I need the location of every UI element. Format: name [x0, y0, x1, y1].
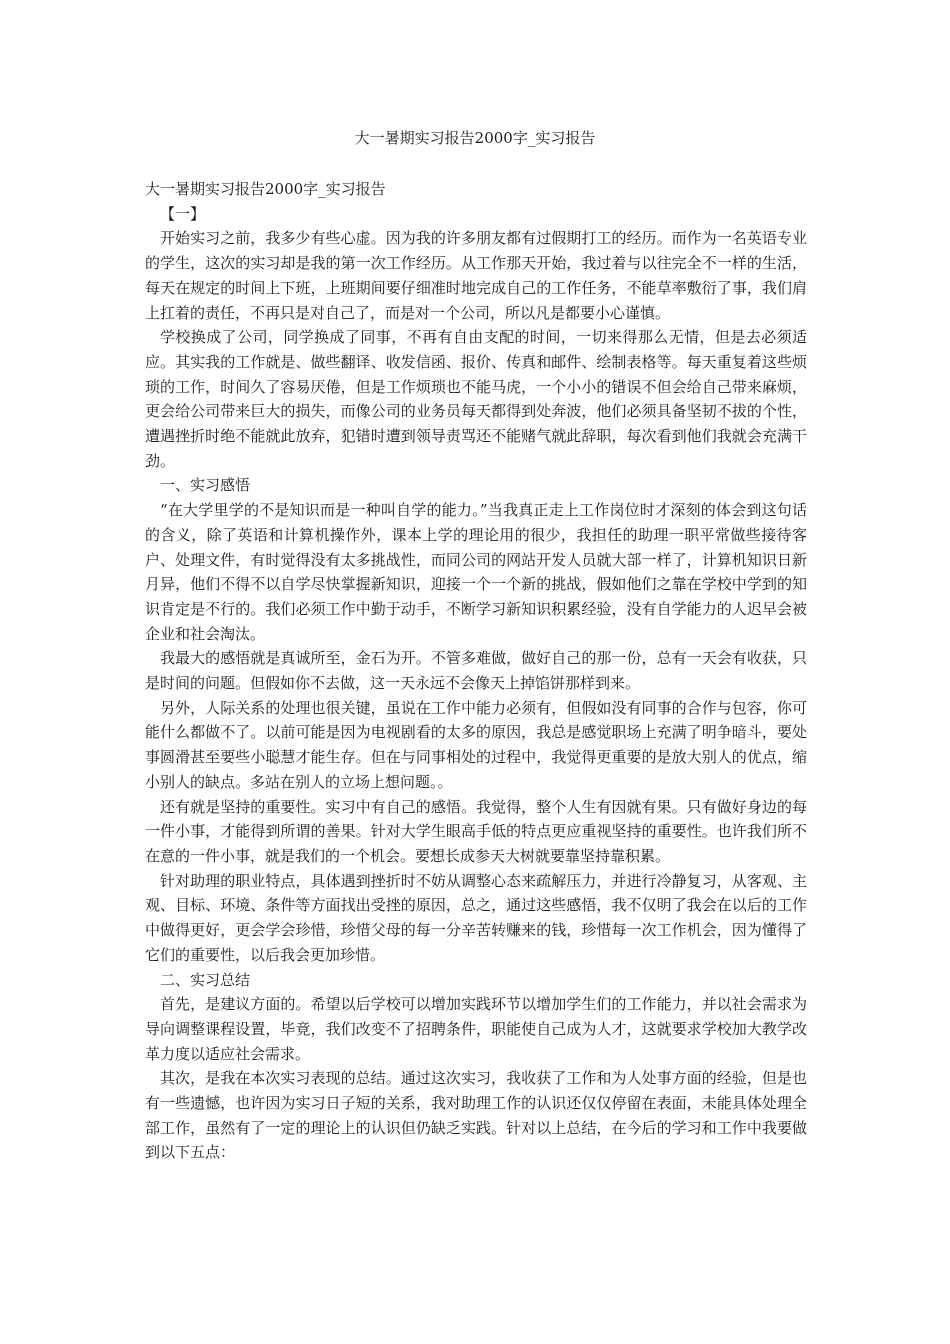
section-marker: 【一】 — [160, 204, 206, 223]
document-subtitle: 大一暑期实习报告2000字_实习报告 — [145, 180, 386, 198]
paragraph: 我最大的感悟就是真诚所至，金石为开。不管多难做，做好自己的那一份，总有一天会有收获，只是时间的问题。但假如你不去做，这一天永远不会像天上掉馅饼那样到来。 — [145, 649, 807, 693]
paragraph: 还有就是坚持的重要性。实习中有自己的感悟。我觉得，整个人生有因就有果。只有做好身边的每一件小事，才能得到所谓的善果。针对大学生眼高手低的特点更应重视坚持的重要性。也许我们所不在意的一件小事，就是我们的一个机会。要想长成参天大树就要靠坚持靠积累。 — [145, 797, 807, 865]
paragraph: “在大学里学的不是知识而是一种叫自学的能力。”当我真正走上工作岗位时才深刻的体会到这句话的含义，除了英语和计算机操作外，课本上学的理论用的很少，我担任的助理一职平常做些接待客户、处理文件，有时觉得没有太多挑战性，而同公司的网站开发人员就大部一样了，计算机知识日新月异，他们不得不以自学尽快掌握新知识，迎接一个一个新的挑战，假如他们之靠在学校中学到的知识肯定是不行的。我们必须工作中勤于动手，不断学习新知识积累经验，没有自学能力的人迟早会被企业和社会淘汰。 — [145, 501, 807, 643]
paragraph: 学校换成了公司，同学换成了同事，不再有自由支配的时间，一切来得那么无情，但是去必须适应。其实我的工作就是、做些翻译、收发信函、报价、传真和邮件、绘制表格等。每天重复着这些烦琐的工作，时间久了容易厌倦，但是工作烦琐也不能马虎，一个小小的错误不但会给自己带来麻烦，更会给公司带来巨大的损失，而像公司的业务员每天都得到处奔波，他们必须具备坚韧不拔的个性，遭遇挫折时绝不能就此放弃，犯错时遭到领导责骂还不能赌气就此辞职，每次看到他们我就会充满干劲。 — [145, 328, 807, 470]
section-heading-summary: 二、实习总结 — [160, 970, 251, 989]
section-heading-insights: 一、实习感悟 — [160, 476, 251, 495]
document-title: 大一暑期实习报告2000字_实习报告 — [354, 129, 596, 147]
paragraph: 首先，是建议方面的。希望以后学校可以增加实践环节以增加学生们的工作能力，并以社会需求为导向调整课程设置，毕竟，我们改变不了招聘条件，职能使自己成为人才，这就要求学校加大教学改革力度以适应社会需求。 — [145, 995, 807, 1063]
document-body — [145, 177, 807, 1165]
paragraph: 针对助理的职业特点，具体遇到挫折时不妨从调整心态来疏解压力，并进行冷静复习，从客观、主观、目标、环境、条件等方面找出受挫的原因，总之，通过这些感悟，我不仅明了我会在以后的工作中做得更好，更会学会珍惜，珍惜父母的每一分辛苦转赚来的钱，珍惜每一次工作机会，因为懂得了它们的重要性，以后我会更加珍惜。 — [145, 871, 807, 964]
paragraph: 其次，是我在本次实习表现的总结。通过这次实习，我收获了工作和为人处事方面的经验，但是也有一些遗憾，也许因为实习日子短的关系，我对助理工作的认识还仅仅停留在表面，未能具体处理全部工作，虽然有了一定的理论上的认识但仍缺乏实践。针对以上总结，在今后的学习和工作中我要做到以下五点： — [145, 1069, 807, 1162]
paragraph: 另外，人际关系的处理也很关键，虽说在工作中能力必须有，但假如没有同事的合作与包容，你可能什么都做不了。以前可能是因为电视剧看的太多的原因，我总是感觉职场上充满了明争暗斗，要处事圆滑甚至要些小聪慧才能生存。但在与同事相处的过程中，我觉得更重要的是放大别人的优点，缩小别人的缺点。多站在别人的立场上想问题。。 — [145, 698, 807, 791]
paragraph: 开始实习之前，我多少有些心虚。因为我的许多朋友都有过假期打工的经历。而作为一名英语专业的学生，这次的实习却是我的第一次工作经历。从工作那天开始，我过着与以往完全不一样的生活，每天在规定的时间上下班，上班期间要仔细准时地完成自己的工作任务，不能草率敷衍了事，我们肩上扛着的责任，不再只是对自己了，而是对一个公司，所以凡是都要小心谨慎。 — [145, 229, 807, 322]
